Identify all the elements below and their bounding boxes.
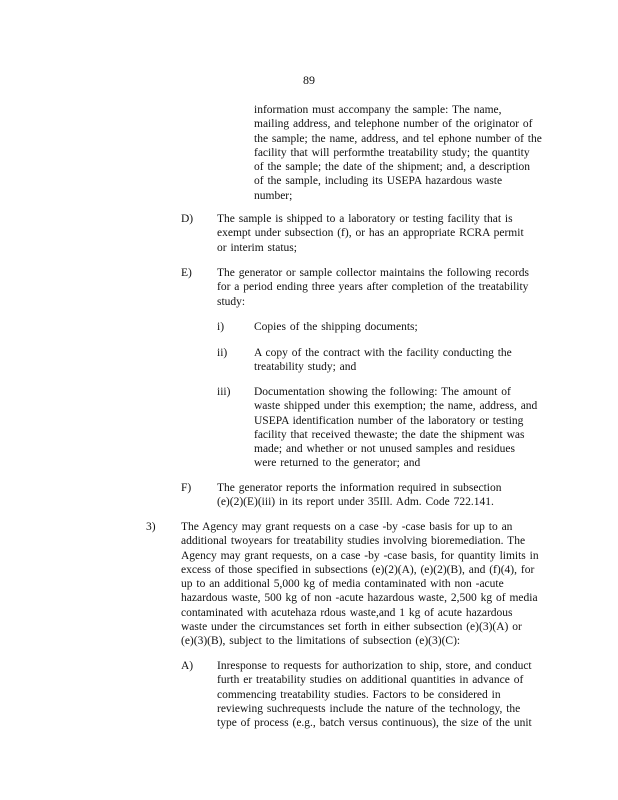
item-label-a: A)	[181, 660, 194, 672]
item-text-e: The generator or sample collector maintains the following records for a period ending three years after completion of the treatability study:	[217, 267, 530, 308]
item-text-d: The sample is shipped to a laboratory or testing facility that is exempt under subsection (f), or has an appropriate RCRA permit or interim status;	[217, 213, 524, 254]
item-text-e-iii: Documentation showing the following: The amount of waste shipped under this exemption; the name, address, and USEPA identification number of the laboratory or testing facility that received thewaste; the date the shipment was made; and whether or not unused samples and residues were returned to the generator; and	[254, 386, 538, 470]
item-label-e-i: i)	[217, 321, 225, 333]
item-text-a: Inresponse to requests for authorization to ship, store, and conduct furth er treatability studies on additional quantities in advance of commencing treatability studies. Factors to be considered in reviewing suchrequests include the nature of the technology, the type of process (e.g., batch versus continuous), the size of the unit	[217, 660, 532, 730]
item-label-f: F)	[181, 482, 192, 494]
item-label-d: D)	[181, 213, 194, 225]
continued-paragraph: information must accompany the sample: The name, mailing address, and telephone number of the originator of the sample; the name, address, and tel ephone number of the facility that will performthe treatability study; the quantity of the sample; the date of the shipment; and, a description of the sample, including its USEPA hazardous waste number;	[254, 104, 542, 202]
item-label-e-ii: ii)	[217, 347, 228, 359]
item-label-e: E)	[181, 267, 192, 279]
page-number: 89	[303, 73, 315, 87]
item-text-e-ii: A copy of the contract with the facility conducting the treatability study; and	[254, 347, 512, 374]
item-text-3: The Agency may grant requests on a case -by -case basis for up to an additional twoyears for treatability studies involving bioremediation. The Agency may grant requests, on a case -by -case basis, for quantity limits in excess of those specified in subsections (e)(2)(A), (e)(2)(B), and (f)(4), for up to an additional 5,000 kg of media contaminated with non -acute hazardous waste, 500 kg of non -acute hazardous waste, 2,500 kg of media contaminated with acutehaza rdous waste,and 1 kg of acute hazardous waste under the circumstances set forth in either subsection (e)(3)(A) or (e)(3)(B), subject to the limitations of subsection (e)(3)(C):	[181, 521, 539, 648]
item-label-e-iii: iii)	[217, 386, 231, 398]
item-text-f: The generator reports the information required in subsection (e)(2)(E)(iii) in its report under 35Ill. Adm. Code 722.141.	[217, 482, 502, 509]
item-label-3: 3)	[146, 521, 156, 533]
item-text-e-i: Copies of the shipping documents;	[254, 321, 418, 333]
